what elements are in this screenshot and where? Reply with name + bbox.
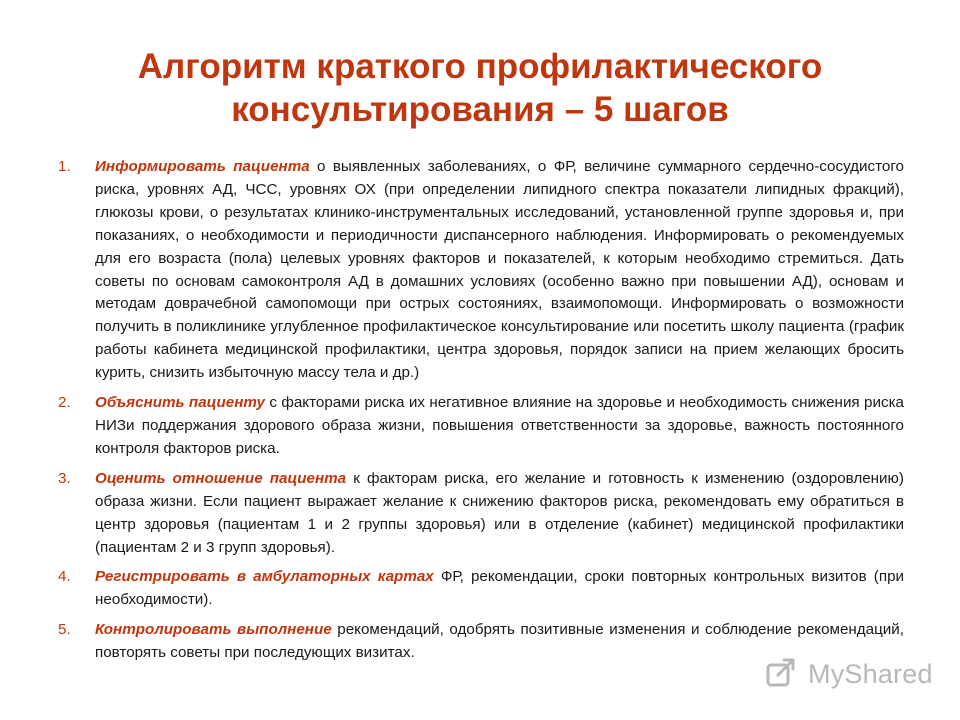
watermark-text: MyShared xyxy=(808,658,933,689)
step-item xyxy=(58,566,904,612)
step-number: 5. xyxy=(58,621,71,639)
slide-title xyxy=(60,45,900,131)
step-lead: Информировать пациента xyxy=(95,158,310,175)
step-item xyxy=(58,156,904,385)
step-number: 2. xyxy=(58,394,71,412)
step-text: с факторами риска их негативное влияние на здоровье и необходимость снижения риска НИЗи поддержания здорового образа жизни, повышения ответственности за здоровье, важность постоянного контроля факторов риска. xyxy=(95,394,904,457)
step-number: 1. xyxy=(58,158,71,175)
title-line-2: консультирования – 5 шагов xyxy=(231,90,729,129)
step-text: ФР, рекомендации, сроки повторных контрольных визитов (при необходимости). xyxy=(95,568,904,609)
steps-list xyxy=(58,156,904,672)
title-line-1: Алгоритм краткого профилактического xyxy=(137,47,823,86)
step-number: 3. xyxy=(58,469,71,487)
step-item xyxy=(58,392,904,461)
step-text: рекомендаций, одобрять позитивные изменения и соблюдение рекомендаций, повторять советы при последующих визитах. xyxy=(95,621,904,662)
step-number: 4. xyxy=(58,568,71,586)
watermark xyxy=(766,654,933,694)
step-lead: Объяснить пациенту xyxy=(95,394,265,412)
mysharedcaps-logo-icon xyxy=(766,656,802,692)
step-text: к факторам риска, его желание и готовность к изменению (оздоровлению) образа жизни. Если пациент выражает желание к снижению факторов риска, рекомендовать ему обратиться в центр здоровья (пациентам 1 и 2 группы здоровья) или в отделение (кабинет) медицинской профилактики (пациентам 2 и 3 групп здоровья). xyxy=(95,469,904,556)
step-item xyxy=(58,468,904,560)
step-text: о выявленных заболеваниях, о ФР, величине суммарного сердечно-сосудистого риска, уровнях АД, ЧСС, уровнях ОХ (при определении липидного спектра показатели липидных фракций), глюкозы крови, о результатах клинико-инструментальных исследований, установленной группе здоровья и, при показаниях, о необходимости и периодичности диспансерного наблюдения. Информировать о рекомендуемых для его возраста (пола) целевых уровнях факторов и показателей, к которым необходимо стремиться. Дать советы по основам самоконтроля АД в домашних условиях (особенно важно при повышении АД), основам и методам доврачебной самопомощи при острых состояниях, взаимопомощи. Информировать о возможности получить в поликлинике углубленное профилактическое консультирование или посетить школу пациента (график работы кабинета медицинской профилактики, центра здоровья, порядок записи на прием желающих бросить курить, снизить избыточную массу тела и др.) xyxy=(95,158,904,382)
step-lead: Регистрировать в амбулаторных картах xyxy=(95,568,434,586)
step-lead: Контролировать выполнение xyxy=(95,621,332,639)
step-lead: Оценить отношение пациента xyxy=(95,469,347,487)
